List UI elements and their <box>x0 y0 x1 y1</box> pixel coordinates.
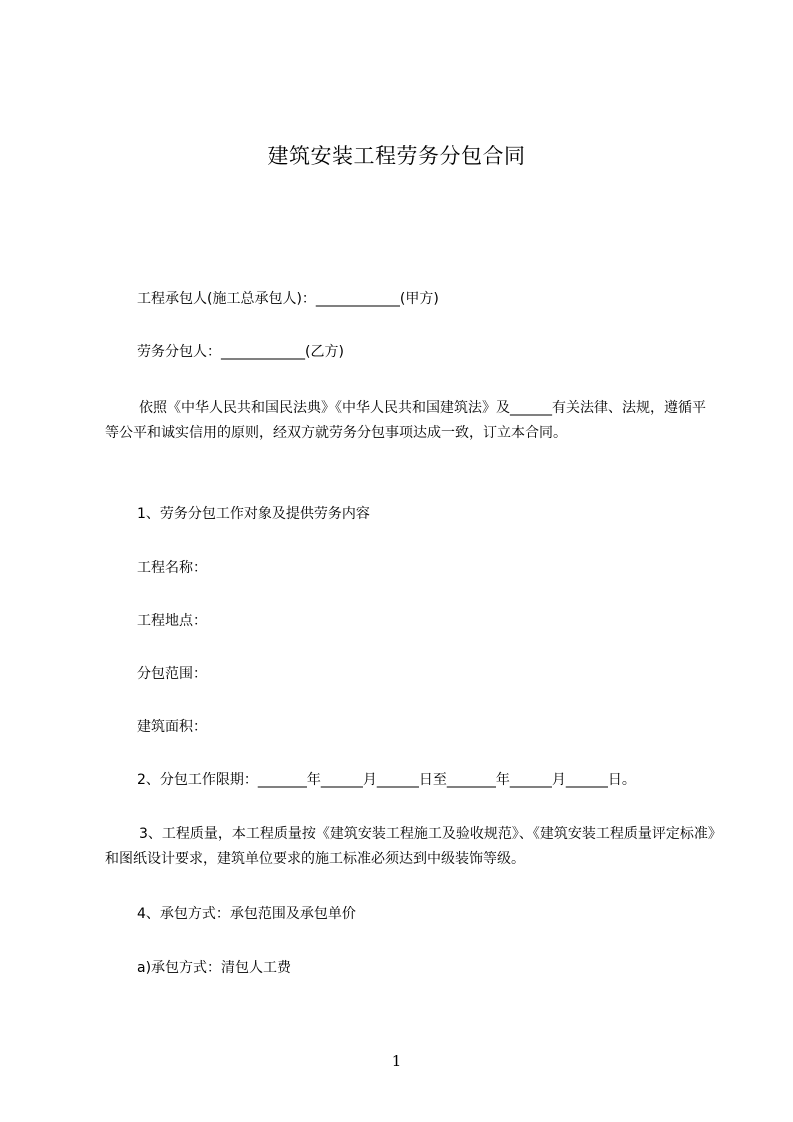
project-name-line: 工程名称： <box>137 560 207 576</box>
section-3-quality-paragraph: 3、工程质量，本工程质量按《建筑安装工程施工及验收规范》、《建筑安装工程质量评定标准》和图纸设计要求，建筑单位要求的施工标准必须达到中级装饰等级。 <box>105 826 715 867</box>
project-location-line: 工程地点： <box>137 613 207 629</box>
party-a-line: 工程承包人(施工总承包人)：____________(甲方) <box>137 291 439 307</box>
section-4-heading: 4、承包方式：承包范围及承包单价 <box>137 906 356 922</box>
page-number: 1 <box>391 1052 402 1070</box>
section-1-heading: 1、劳务分包工作对象及提供劳务内容 <box>137 506 370 522</box>
preamble-paragraph: 依照《中华人民共和国民法典》《中华人民共和国建筑法》及______有关法律、法规，遵循平等公平和诚实信用的原则，经双方就劳务分包事项达成一致，订立本合同。 <box>105 400 706 441</box>
document-title: 建筑安装工程劳务分包合同 <box>267 144 526 168</box>
section-2-period-line: 2、分包工作限期：_______年______月______日至_______年______月______日。 <box>137 772 636 788</box>
building-area-line: 建筑面积： <box>137 719 207 735</box>
party-b-line: 劳务分包人：____________(乙方) <box>137 344 344 360</box>
contract-method-line: a)承包方式：清包人工费 <box>137 960 292 976</box>
subcontract-scope-line: 分包范围： <box>137 666 207 682</box>
